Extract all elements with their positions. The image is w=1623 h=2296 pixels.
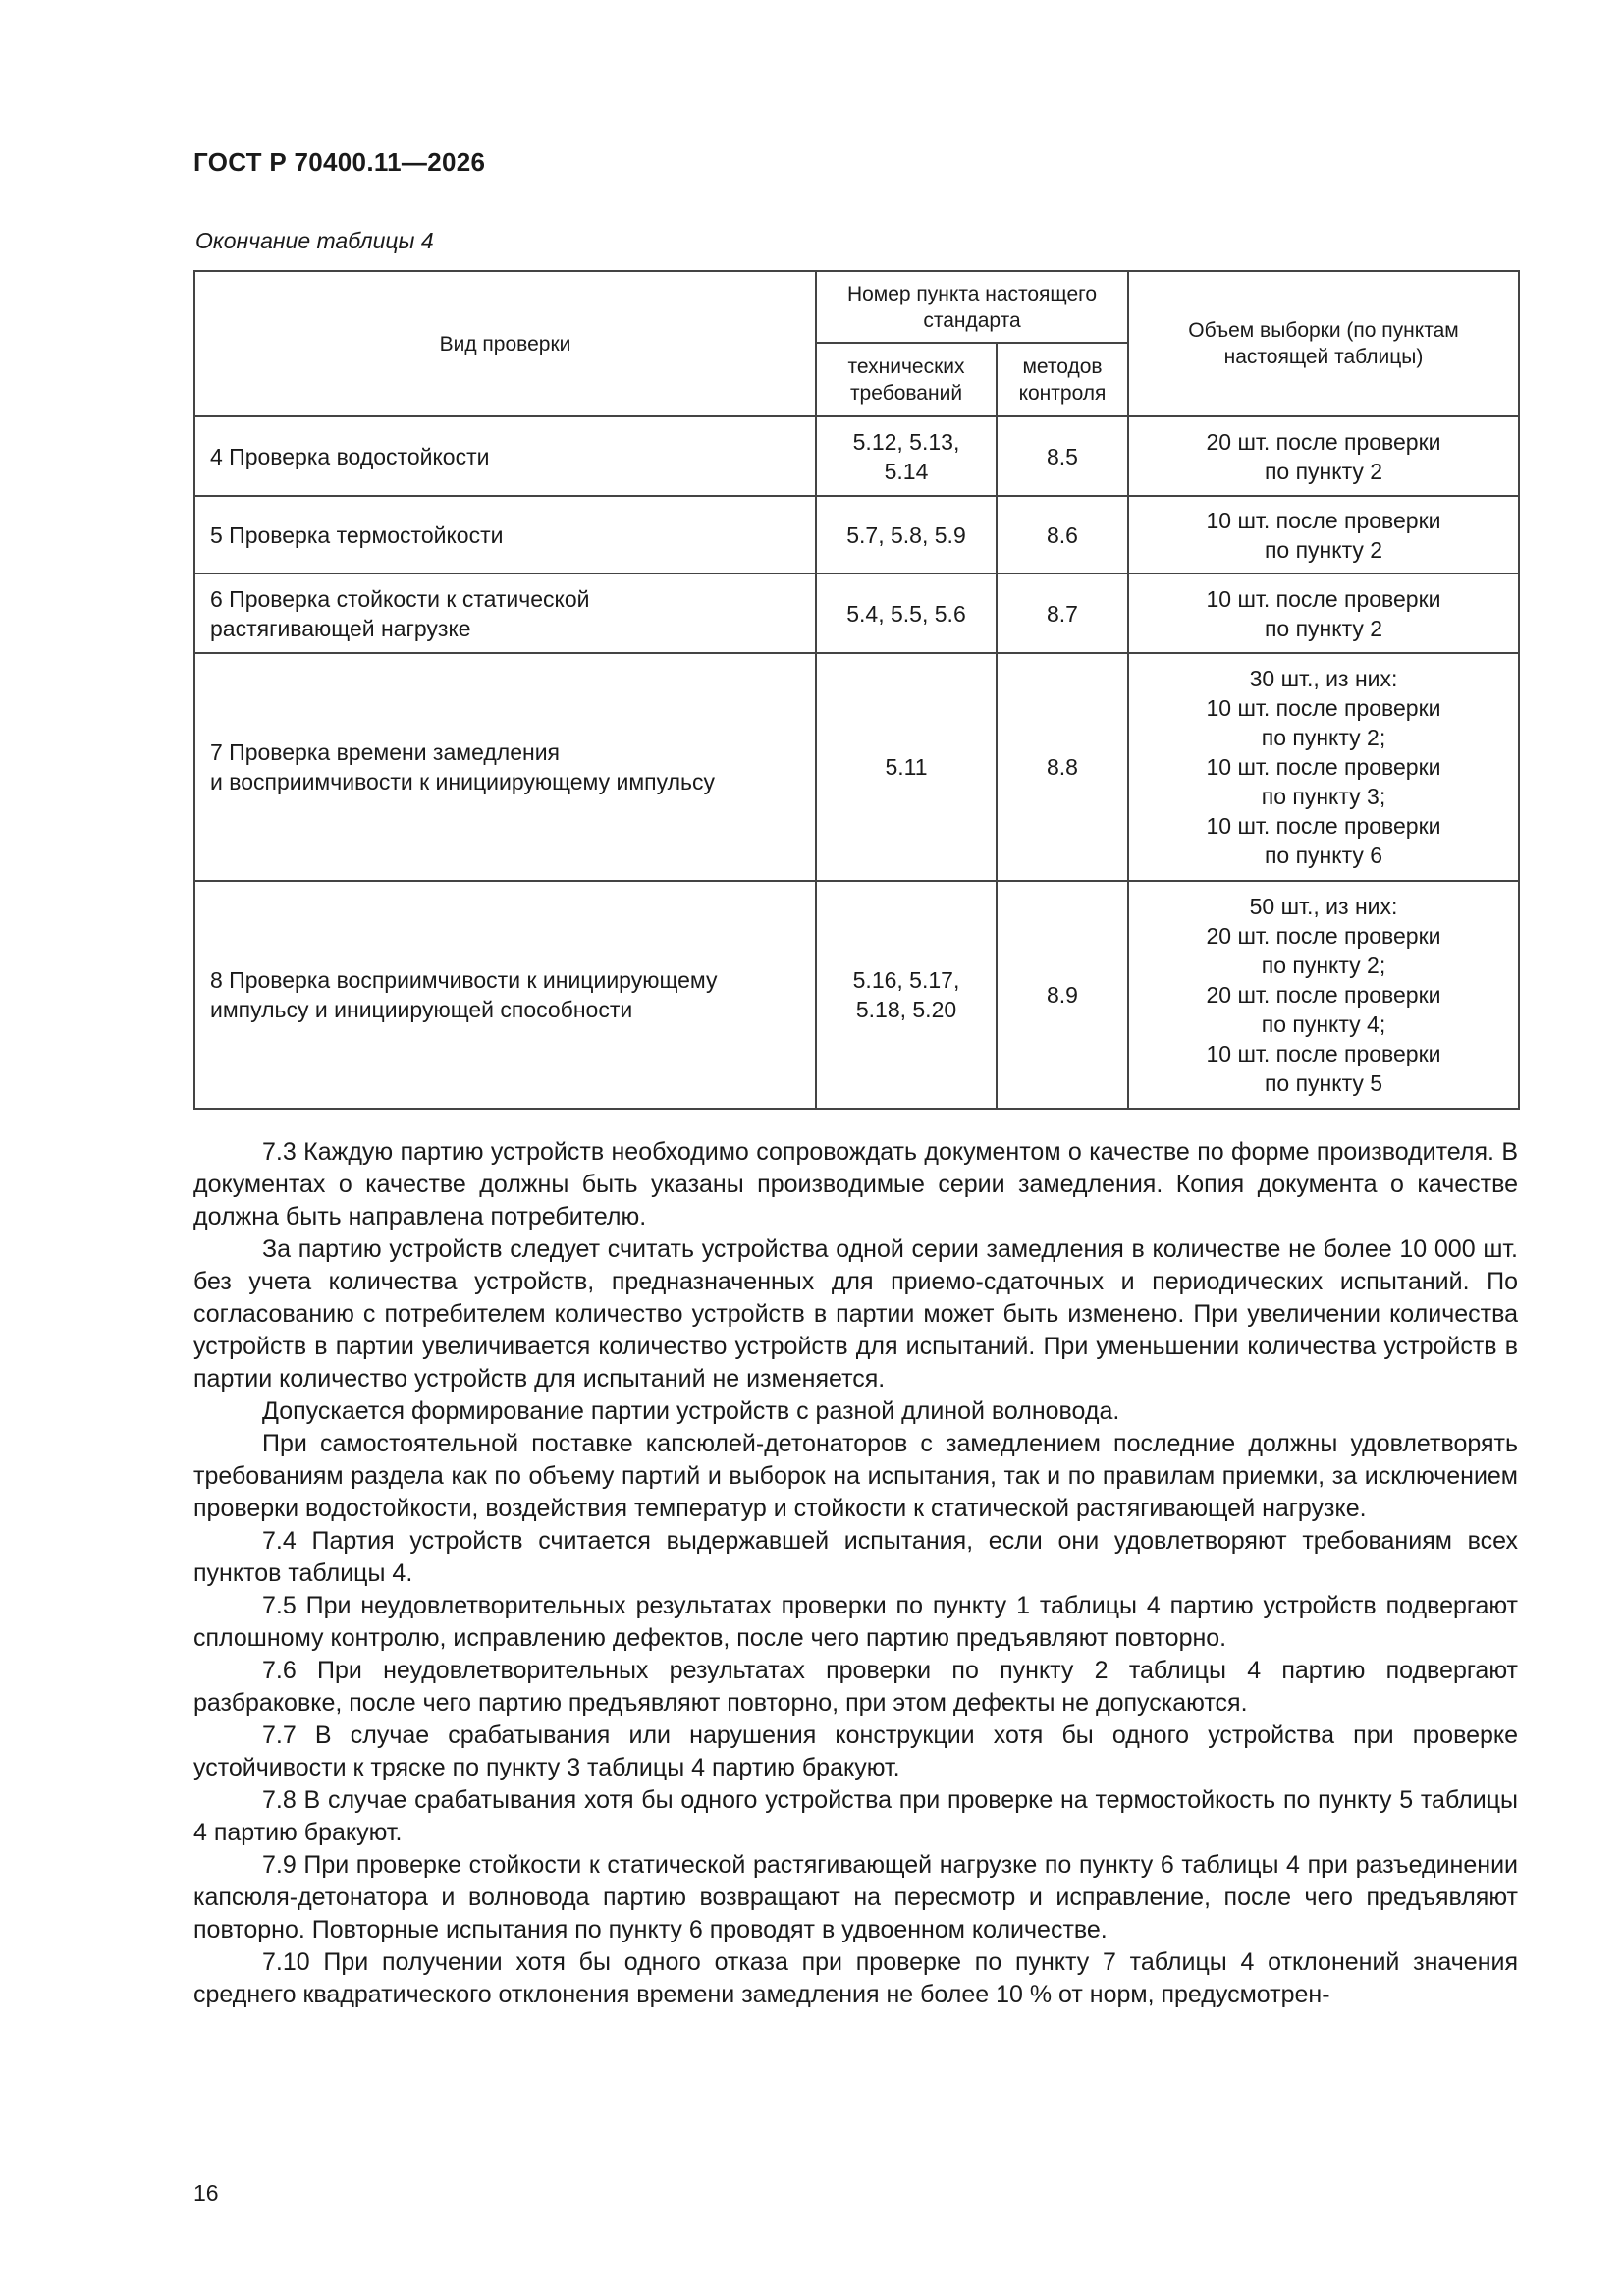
table-row [194, 653, 1519, 881]
cell-tech: 5.11 [816, 653, 997, 881]
paragraph: 7.10 При получении хотя бы одного отказа при проверке по пункту 7 таблицы 4 отклонений значения среднего квадратического отклонения времени замедления не более 10 % от норм, предусмотрен- [193, 1948, 1518, 2008]
paragraph: 7.4 Партия устройств считается выдержавшей испытания, если они удовлетворяют требованиям всех пунктов таблицы 4. [193, 1527, 1518, 1587]
page-number: 16 [193, 2180, 219, 2206]
inspection-table [193, 270, 1520, 1110]
cell-method: 8.6 [997, 496, 1128, 574]
cell-check: 6 Проверка стойкости к статической растягивающей нагрузке [194, 574, 816, 653]
paragraph: За партию устройств следует считать устройства одной серии замедления в количестве не более 10 000 шт. без учета количества устройств, предназначенных для приемо-сдаточных и периодических испытаний. По согласованию с потребителем количество устройств в партии может быть изменено. При увеличении количества устройств в партии увеличивается количество устройств для испытаний. При уменьшении количества устройств в партии количество устройств для испытаний не изменяется. [193, 1235, 1518, 1393]
cell-sample: 30 шт., из них: 10 шт. после проверки по пункту 2; 10 шт. после проверки по пункту 3; 10 шт. после проверки по пункту 6 [1128, 653, 1519, 881]
document-code: ГОСТ Р 70400.11—2026 [193, 147, 486, 177]
header-sample-size: Объем выборки (по пунктам настоящей таблицы) [1128, 271, 1519, 416]
body-text [193, 1136, 1518, 2011]
table-row [194, 416, 1519, 496]
cell-tech: 5.7, 5.8, 5.9 [816, 496, 997, 574]
cell-sample: 10 шт. после проверки по пункту 2 [1128, 496, 1519, 574]
cell-tech: 5.16, 5.17, 5.18, 5.20 [816, 881, 997, 1109]
cell-method: 8.8 [997, 653, 1128, 881]
cell-sample: 10 шт. после проверки по пункту 2 [1128, 574, 1519, 653]
table-row [194, 496, 1519, 574]
cell-tech: 5.12, 5.13, 5.14 [816, 416, 997, 496]
table-caption: Окончание таблицы 4 [195, 228, 434, 253]
cell-method: 8.7 [997, 574, 1128, 653]
cell-sample: 20 шт. после проверки по пункту 2 [1128, 416, 1519, 496]
table-row [194, 881, 1519, 1109]
cell-method: 8.5 [997, 416, 1128, 496]
paragraph: 7.7 В случае срабатывания или нарушения конструкции хотя бы одного устройства при проверке устойчивости к тряске по пункту 3 таблицы 4 партию бракуют. [193, 1722, 1518, 1781]
cell-tech: 5.4, 5.5, 5.6 [816, 574, 997, 653]
cell-check: 4 Проверка водостойкости [194, 416, 816, 496]
header-clause-group: Номер пункта настоящего стандарта [816, 271, 1128, 343]
paragraph: 7.5 При неудовлетворительных результатах проверки по пункту 1 таблицы 4 партию устройств подвергают сплошному контролю, исправлению дефектов, после чего партию предъявляют повторно. [193, 1592, 1518, 1652]
paragraph: Допускается формирование партии устройств с разной длиной волновода. [262, 1397, 1120, 1425]
header-tech-requirements: технических требований [816, 343, 997, 416]
cell-check: 8 Проверка восприимчивости к инициирующему импульсу и инициирующей способности [194, 881, 816, 1109]
paragraph: 7.9 При проверке стойкости к статической растягивающей нагрузке по пункту 6 таблицы 4 при разъединении капсюля-детонатора и волновода партию возвращают на пересмотр и исправление, после чего предъявляют повторно. Повторные испытания по пункту 6 проводят в удвоенном количестве. [193, 1851, 1518, 1943]
paragraph: 7.3 Каждую партию устройств необходимо сопровождать документом о качестве по форме производителя. В документах о качестве должны быть указаны производимые серии замедления. Копия документа о качестве должна быть направлена потребителю. [193, 1138, 1518, 1230]
header-control-methods: методов контроля [997, 343, 1128, 416]
cell-method: 8.9 [997, 881, 1128, 1109]
cell-check: 7 Проверка времени замедления и восприимчивости к инициирующему импульсу [194, 653, 816, 881]
paragraph: 7.6 При неудовлетворительных результатах проверки по пункту 2 таблицы 4 партию подвергают разбраковке, после чего партию предъявляют повторно, при этом дефекты не допускаются. [193, 1657, 1518, 1717]
cell-sample: 50 шт., из них: 20 шт. после проверки по пункту 2; 20 шт. после проверки по пункту 4; 10 шт. после проверки по пункту 5 [1128, 881, 1519, 1109]
paragraph: При самостоятельной поставке капсюлей-детонаторов с замедлением последние должны удовлетворять требованиям раздела как по объему партий и выборок на испытания, так и по правилам приемки, за исключением проверки водостойкости, воздействия температур и стойкости к статической растягивающей нагрузке. [193, 1430, 1518, 1522]
table-row [194, 574, 1519, 653]
paragraph: 7.8 В случае срабатывания хотя бы одного устройства при проверке на термостойкость по пункту 5 таблицы 4 партию бракуют. [193, 1786, 1518, 1846]
cell-check: 5 Проверка термостойкости [194, 496, 816, 574]
header-check-type: Вид проверки [194, 271, 816, 416]
